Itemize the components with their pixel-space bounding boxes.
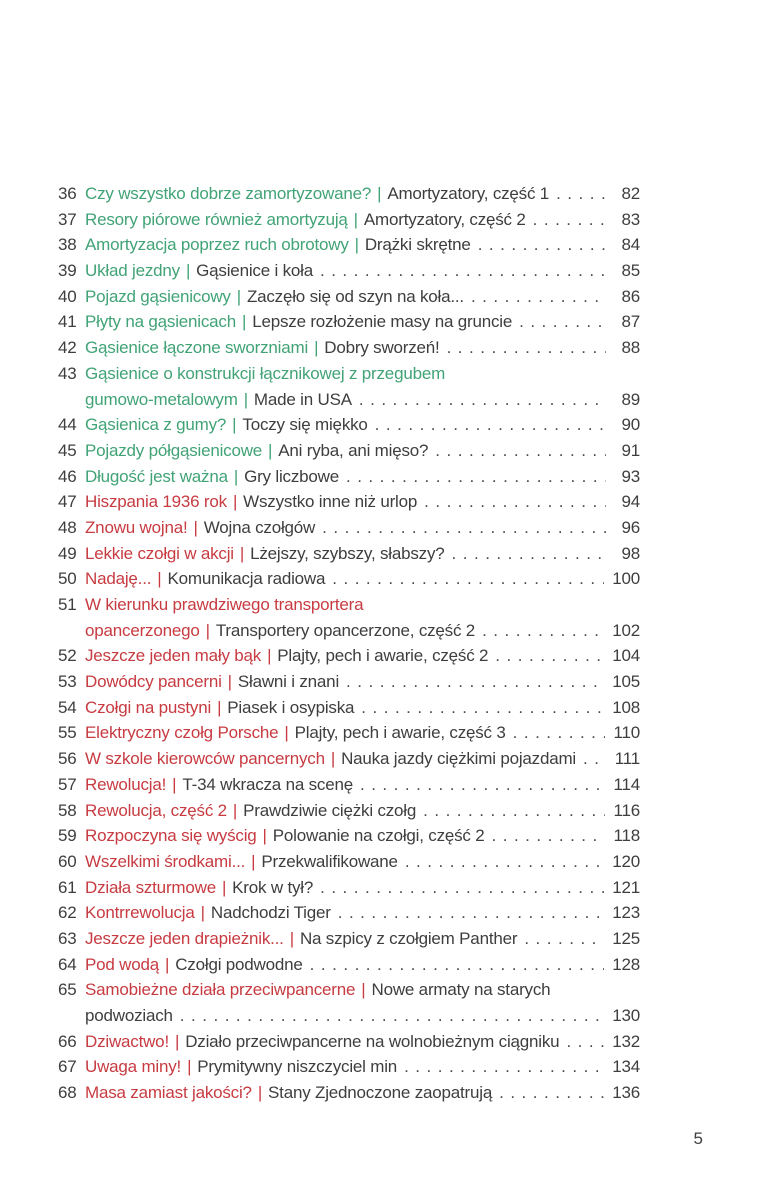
entry-title: Kontrrewolucja	[85, 903, 195, 923]
entry-page-number: 96	[621, 517, 640, 537]
title-subtitle-separator: |	[251, 851, 256, 871]
entry-title: Rewolucja, część 2	[85, 800, 227, 820]
entry-number: 65	[58, 980, 77, 1000]
dot-leader	[447, 335, 606, 361]
entry-page-number: 82	[621, 184, 640, 203]
entry-title: Amortyzacja poprzez ruch obrotowy	[85, 235, 349, 255]
entry-number: 44	[58, 415, 77, 435]
title-subtitle-separator: |	[330, 749, 336, 769]
entry-title: W szkole kierowców pancernych	[85, 749, 325, 769]
toc-line	[58, 643, 640, 669]
dot-leader	[180, 1003, 604, 1029]
entry-page-number: 88	[621, 338, 640, 358]
entry-number: 68	[58, 1083, 77, 1103]
entry-subtitle: Piasek i osypiska	[227, 697, 355, 717]
toc-line	[58, 772, 640, 798]
entry-subtitle: T-34 wkracza na scenę	[182, 774, 353, 794]
title-subtitle-separator: |	[262, 826, 267, 846]
entry-title: Jeszcze jeden drapieżnik...	[85, 928, 284, 948]
entry-page-number: 94	[621, 492, 640, 512]
toc-entry	[58, 181, 640, 207]
entry-subtitle: Prawdziwie ciężki czołg	[243, 800, 417, 820]
toc-entry	[58, 772, 640, 798]
entry-title: Lekkie czołgi w akcji	[85, 543, 234, 563]
entry-number: 55	[58, 723, 77, 743]
dot-leader	[320, 875, 604, 901]
title-subtitle-separator: |	[289, 928, 294, 948]
dot-leader	[405, 849, 604, 875]
title-subtitle-separator: |	[221, 877, 227, 897]
dot-leader	[310, 952, 605, 978]
entry-number: 43	[58, 363, 77, 383]
entry-page-number: 125	[612, 928, 640, 948]
toc-entry	[58, 258, 640, 284]
toc-entry	[58, 541, 640, 567]
dot-leader	[533, 207, 606, 233]
entry-subtitle: Nowe armaty na starych	[371, 980, 551, 1000]
title-subtitle-separator: |	[361, 980, 366, 1000]
dot-leader	[478, 232, 606, 258]
toc-entry	[58, 592, 640, 643]
entry-title: Rozpoczyna się wyścig	[85, 826, 257, 846]
toc-entry	[58, 515, 640, 541]
entry-page-number: 104	[612, 646, 640, 666]
entry-number: 61	[58, 877, 77, 897]
toc-line	[58, 258, 640, 284]
toc-entry	[58, 566, 640, 592]
entry-number: 50	[58, 569, 77, 589]
entry-number: 64	[58, 954, 77, 974]
entry-title: Samobieżne działa przeciwpancerne	[85, 980, 356, 1000]
entry-page-number: 83	[621, 209, 640, 229]
dot-leader	[452, 541, 606, 567]
entry-title: Jeszcze jeden mały bąk	[85, 646, 262, 666]
title-subtitle-separator: |	[165, 954, 170, 974]
toc-entry	[58, 823, 640, 849]
entry-number: 67	[58, 1057, 77, 1077]
title-subtitle-separator: |	[205, 620, 210, 640]
toc-line	[58, 1029, 640, 1055]
entry-page-number: 108	[612, 697, 640, 717]
entry-page-number: 85	[621, 261, 640, 281]
entry-subtitle: Lżejszy, szybszy, słabszy?	[250, 543, 445, 563]
entry-subtitle: Made in USA	[253, 389, 352, 409]
toc-line	[58, 541, 640, 567]
entry-subtitle: Amortyzatory, część 1	[387, 184, 550, 203]
folio-page-number: 5	[693, 1129, 703, 1148]
title-subtitle-separator: |	[232, 492, 238, 512]
entry-subtitle: podwoziach	[85, 1006, 173, 1025]
entry-title: Znowu wojna!	[85, 517, 188, 537]
entry-title: Pod wodą	[85, 954, 160, 974]
entry-number: 42	[58, 338, 77, 358]
entry-subtitle: Krok w tył?	[232, 877, 314, 897]
toc-entry	[58, 1029, 640, 1055]
title-subtitle-separator: |	[236, 286, 241, 306]
title-subtitle-separator: |	[185, 261, 191, 281]
entry-page-number: 132	[612, 1031, 640, 1051]
toc-entry	[58, 412, 640, 438]
entry-title: Układ jezdny	[85, 261, 180, 281]
entry-number: 58	[58, 800, 77, 820]
toc-line	[58, 952, 640, 978]
toc-line	[58, 309, 640, 335]
entry-page-number: 84	[621, 235, 640, 255]
entry-subtitle: Plajty, pech i awarie, część 2	[277, 646, 489, 666]
title-subtitle-separator: |	[268, 440, 273, 460]
entry-title: Gąsienica z gumy?	[85, 415, 227, 435]
toc-line	[58, 849, 640, 875]
entry-page-number: 118	[613, 826, 640, 846]
toc-entry	[58, 695, 640, 721]
entry-title: Rewolucja!	[85, 774, 167, 794]
entry-number: 38	[58, 235, 77, 255]
toc-line	[58, 823, 640, 849]
entry-page-number: 111	[614, 749, 640, 769]
entry-title: Wszelkimi środkami...	[85, 851, 246, 871]
toc-line	[58, 695, 640, 721]
entry-page-number: 123	[612, 903, 640, 923]
entry-number: 47	[58, 492, 77, 512]
toc-line	[58, 464, 640, 490]
dot-leader	[424, 489, 606, 515]
title-subtitle-separator: |	[267, 646, 272, 666]
title-subtitle-separator: |	[172, 774, 177, 794]
toc-entry	[58, 926, 640, 952]
toc-entry	[58, 1080, 640, 1106]
toc-line	[58, 207, 640, 233]
entry-title: Płyty na gąsienicach	[85, 312, 236, 332]
entry-page-number: 114	[613, 774, 640, 794]
toc-entry	[58, 849, 640, 875]
title-subtitle-separator: |	[233, 466, 239, 486]
toc-line	[58, 746, 640, 772]
toc-line	[58, 387, 640, 413]
toc-line	[58, 926, 640, 952]
entry-subtitle: Gry liczbowe	[244, 466, 339, 486]
entry-number: 56	[58, 749, 77, 769]
entry-number: 52	[58, 646, 77, 666]
toc-line	[58, 720, 640, 746]
dot-leader	[338, 900, 605, 926]
toc-line	[58, 438, 640, 464]
dot-leader	[361, 695, 604, 721]
entry-subtitle: Wojna czołgów	[203, 517, 316, 537]
entry-page-number: 102	[612, 620, 640, 640]
entry-page-number: 98	[621, 543, 640, 563]
entry-subtitle: Przekwalifikowane	[261, 851, 398, 871]
entry-title: W kierunku prawdziwego transportera	[85, 595, 364, 614]
toc-line	[58, 592, 640, 618]
entry-number-spacer	[58, 387, 78, 413]
dot-leader	[360, 772, 606, 798]
entry-number: 46	[58, 466, 77, 486]
toc-list	[58, 181, 640, 1106]
toc-entry	[58, 798, 640, 824]
toc-entry	[58, 284, 640, 310]
entry-page-number: 87	[621, 312, 640, 332]
entry-number: 45	[58, 440, 77, 460]
dot-leader	[320, 258, 606, 284]
entry-page-number: 110	[613, 723, 640, 743]
dot-leader	[519, 309, 606, 335]
entry-page-number: 93	[621, 466, 640, 486]
entry-title: Pojazd gąsienicowy	[85, 286, 231, 306]
toc-line	[58, 335, 640, 361]
entry-subtitle: Na szpicy z czołgiem Panther	[299, 928, 518, 948]
title-subtitle-separator: |	[377, 184, 382, 203]
entry-subtitle: Działo przeciwpancerne na wolnobieżnym ciągniku	[185, 1031, 560, 1051]
entry-title: Hiszpania 1936 rok	[85, 492, 227, 512]
dot-leader	[404, 1054, 604, 1080]
entry-subtitle: Dobry sworzeń!	[324, 338, 440, 358]
toc-line	[58, 798, 640, 824]
toc-entry	[58, 232, 640, 258]
dot-leader	[423, 798, 605, 824]
toc-line	[58, 284, 640, 310]
title-subtitle-separator: |	[241, 312, 247, 332]
entry-subtitle: Komunikacja radiowa	[167, 569, 326, 589]
entry-page-number: 105	[612, 672, 640, 692]
entry-number: 66	[58, 1031, 77, 1051]
toc-line	[58, 875, 640, 901]
toc-entry	[58, 1054, 640, 1080]
toc-line	[58, 669, 640, 695]
entry-number: 40	[58, 286, 77, 306]
toc-line	[58, 1054, 640, 1080]
title-subtitle-separator: |	[353, 209, 358, 229]
toc-entry	[58, 309, 640, 335]
entry-page-number: 128	[612, 954, 640, 974]
entry-title: Elektryczny czołg Porsche	[85, 723, 279, 743]
title-subtitle-separator: |	[200, 903, 205, 923]
entry-subtitle: Plajty, pech i awarie, część 3	[294, 723, 506, 743]
toc-line	[58, 232, 640, 258]
entry-title: Masa zamiast jakości?	[85, 1083, 252, 1103]
entry-page-number: 130	[612, 1006, 640, 1025]
toc-entry	[58, 643, 640, 669]
toc-line	[58, 361, 640, 387]
dot-leader	[346, 669, 604, 695]
entry-number: 53	[58, 672, 77, 692]
toc-line	[58, 977, 640, 1003]
dot-leader	[492, 823, 606, 849]
entry-number: 39	[58, 261, 77, 281]
toc-entry	[58, 875, 640, 901]
dot-leader	[524, 926, 604, 952]
entry-page-number: 91	[621, 440, 640, 460]
toc-entry	[58, 361, 640, 412]
entry-subtitle: Polowanie na czołgi, część 2	[272, 826, 485, 846]
entry-number-spacer	[58, 1003, 78, 1029]
toc-line	[58, 566, 640, 592]
toc-entry	[58, 464, 640, 490]
entry-title: Czy wszystko dobrze zamortyzowane?	[85, 184, 372, 203]
entry-subtitle: Czołgi podwodne	[175, 954, 303, 974]
title-subtitle-separator: |	[232, 800, 238, 820]
dot-leader	[359, 387, 606, 413]
entry-title: Dowódcy pancerni	[85, 672, 222, 692]
dot-leader	[495, 643, 604, 669]
title-subtitle-separator: |	[284, 723, 289, 743]
toc-line	[58, 618, 640, 644]
entry-subtitle: Transportery opancerzone, część 2	[215, 620, 476, 640]
title-subtitle-separator: |	[174, 1031, 180, 1051]
entry-number: 51	[58, 595, 77, 614]
toc-line	[58, 412, 640, 438]
dot-leader	[471, 284, 606, 310]
entry-title: Resory piórowe również amortyzują	[85, 209, 348, 229]
title-subtitle-separator: |	[227, 672, 232, 692]
entry-number: 54	[58, 697, 77, 717]
toc-line	[58, 181, 640, 207]
title-subtitle-separator: |	[314, 338, 319, 358]
entry-title: opancerzonego	[85, 620, 200, 640]
entry-title: Uwaga miny!	[85, 1057, 182, 1077]
dot-leader	[556, 181, 606, 207]
entry-subtitle: Drążki skrętne	[364, 235, 471, 255]
entry-subtitle: Ani ryba, ani mięso?	[278, 440, 429, 460]
entry-number: 49	[58, 543, 77, 563]
entry-page-number: 86	[621, 286, 640, 306]
entry-title: Gąsienice o konstrukcji łącznikowej z przegubem	[85, 363, 446, 383]
dot-leader	[566, 1029, 604, 1055]
toc-entry	[58, 900, 640, 926]
entry-page-number: 116	[613, 800, 640, 820]
title-subtitle-separator: |	[354, 235, 359, 255]
entry-number: 41	[58, 312, 77, 332]
title-subtitle-separator: |	[193, 517, 198, 537]
entry-subtitle: Toczy się miękko	[242, 415, 368, 435]
title-subtitle-separator: |	[232, 415, 237, 435]
entry-number: 63	[58, 928, 77, 948]
entry-subtitle: Nauka jazdy ciężkimi pojazdami	[341, 749, 577, 769]
entry-number: 36	[58, 184, 77, 203]
entry-number: 48	[58, 517, 77, 537]
entry-title: Pojazdy półgąsienicowe	[85, 440, 263, 460]
toc-line	[58, 1003, 640, 1029]
dot-leader	[435, 438, 606, 464]
entry-number: 37	[58, 209, 77, 229]
toc-line	[58, 900, 640, 926]
dot-leader	[499, 1080, 604, 1106]
dot-leader	[482, 618, 604, 644]
entry-number: 60	[58, 851, 77, 871]
toc-line	[58, 489, 640, 515]
dot-leader	[346, 464, 606, 490]
entry-page-number: 90	[621, 415, 640, 435]
toc-entry	[58, 720, 640, 746]
entry-page-number: 136	[612, 1083, 640, 1103]
dot-leader	[513, 720, 606, 746]
toc-entry	[58, 207, 640, 233]
toc-entry	[58, 746, 640, 772]
title-subtitle-separator: |	[157, 569, 162, 589]
entry-subtitle: Nadchodzi Tiger	[210, 903, 331, 923]
dot-leader	[583, 746, 606, 772]
toc-entry	[58, 438, 640, 464]
entry-subtitle: Sławni i znani	[237, 672, 340, 692]
entry-title: Gąsienice łączone sworzniami	[85, 338, 309, 358]
entry-subtitle: Wszystko inne niż urlop	[243, 492, 418, 512]
entry-page-number: 100	[612, 569, 640, 589]
entry-page-number: 89	[621, 389, 640, 409]
dot-leader	[375, 412, 606, 438]
entry-page-number: 134	[612, 1057, 640, 1077]
toc-line	[58, 1080, 640, 1106]
entry-page-number: 120	[612, 851, 640, 871]
toc-line	[58, 515, 640, 541]
entry-subtitle: Prymitywny niszczyciel min	[197, 1057, 398, 1077]
entry-title: Dziwactwo!	[85, 1031, 169, 1051]
entry-title: Czołgi na pustyni	[85, 697, 212, 717]
entry-number: 62	[58, 903, 77, 923]
entry-subtitle: Gąsienice i koła	[196, 261, 313, 281]
toc-entry	[58, 335, 640, 361]
toc-entry	[58, 489, 640, 515]
dot-leader	[322, 515, 606, 541]
entry-title: Nadaję...	[85, 569, 152, 589]
toc-entry	[58, 669, 640, 695]
entry-subtitle: Zaczęło się od szyn na koła...	[246, 286, 464, 306]
entry-title: Działa szturmowe	[85, 877, 216, 897]
entry-title: gumowo-metalowym	[85, 389, 238, 409]
toc-entry	[58, 952, 640, 978]
title-subtitle-separator: |	[243, 389, 248, 409]
title-subtitle-separator: |	[217, 697, 222, 717]
toc-entry	[58, 977, 640, 1028]
entry-number-spacer	[58, 618, 78, 644]
title-subtitle-separator: |	[257, 1083, 263, 1103]
entry-subtitle: Stany Zjednoczone zaopatrują	[268, 1083, 493, 1103]
entry-subtitle: Lepsze rozłożenie masy na gruncie	[252, 312, 513, 332]
title-subtitle-separator: |	[187, 1057, 192, 1077]
title-subtitle-separator: |	[239, 543, 245, 563]
entry-subtitle: Amortyzatory, część 2	[363, 209, 526, 229]
entry-title: Długość jest ważna	[85, 466, 228, 486]
dot-leader	[332, 566, 604, 592]
entry-number: 59	[58, 826, 77, 846]
entry-number: 57	[58, 774, 77, 794]
entry-page-number: 121	[612, 877, 640, 897]
